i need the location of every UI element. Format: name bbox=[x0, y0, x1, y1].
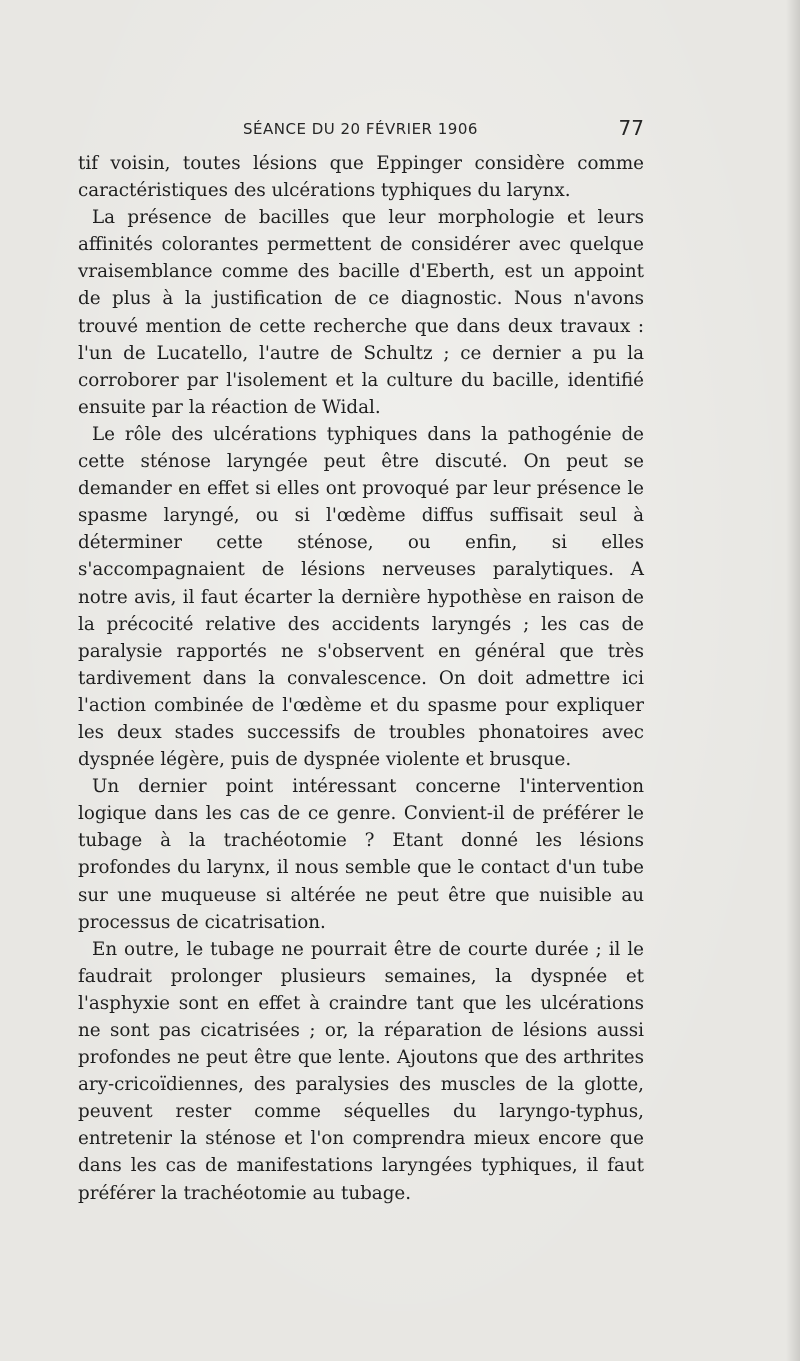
running-title: SÉANCE DU 20 FÉVRIER 1906 bbox=[243, 120, 478, 138]
page-header bbox=[78, 116, 644, 142]
page-number: 77 bbox=[618, 116, 644, 140]
paragraph-intervention: Un dernier point intéressant concerne l'intervention logique dans les cas de ce genre. Convient-il de préférer le tubage à la trachéotomie ? Etant donné les lésions profondes du larynx, il nous semble que le contact d'un tube sur une muqueuse si altérée ne peut être que nuisible au processus de cicatrisation. bbox=[78, 776, 644, 933]
paragraph-continuation: tif voisin, toutes lésions que Eppinger considère comme caractéristiques des ulcérations typhiques du larynx. bbox=[78, 153, 644, 202]
body-text bbox=[78, 150, 644, 1207]
paragraph-ulcerations: Le rôle des ulcérations typhiques dans la pathogénie de cette sténose laryngée peut être discuté. On peut se demander en effet si elles ont provoqué par leur présence le spasme laryngé, ou si l'œdème diffus suffisait seul à déterminer cette sténose, ou enfin, si elles s'accompagnaient de lésions nerveuses paralytiques. A notre avis, il faut écarter la dernière hypothèse en raison de la précocité relative des accidents laryngés ; les cas de paralysie rapportés ne s'observent en général que très tardivement dans la convalescence. On doit admettre ici l'action combinée de l'œdème et du spasme pour expliquer les deux stades successifs de troubles phonatoires avec dyspnée légère, puis de dyspnée violente et brusque. bbox=[78, 423, 644, 771]
page-edge-shadow bbox=[786, 0, 800, 1361]
paragraph-tubage: En outre, le tubage ne pourrait être de courte durée ; il le faudrait prolonger plusieurs semaines, la dyspnée et l'asphyxie sont en effet à craindre tant que les ulcérations ne sont pas cicatrisées ; or, la réparation de lésions aussi profondes ne peut être que lente. Ajoutons que des arthrites ary-cricoïdiennes, des paralysies des muscles de la glotte, peuvent rester comme séquelles du laryngo-typhus, entretenir la sténose et l'on comprendra mieux encore que dans les cas de manifestations laryngées typhiques, il faut préférer la trachéotomie au tubage. bbox=[78, 938, 644, 1204]
paragraph-bacilles: La présence de bacilles que leur morphologie et leurs affinités colorantes permettent de considérer avec quelque vraisemblance comme des bacille d'Eberth, est un appoint de plus à la justification de ce diagnostic. Nous n'avons trouvé mention de cette recherche que dans deux travaux : l'un de Lucatello, l'autre de Schultz ; ce dernier a pu la corroborer par l'isolement et la culture du bacille, identifié ensuite par la réaction de Widal. bbox=[78, 207, 644, 418]
